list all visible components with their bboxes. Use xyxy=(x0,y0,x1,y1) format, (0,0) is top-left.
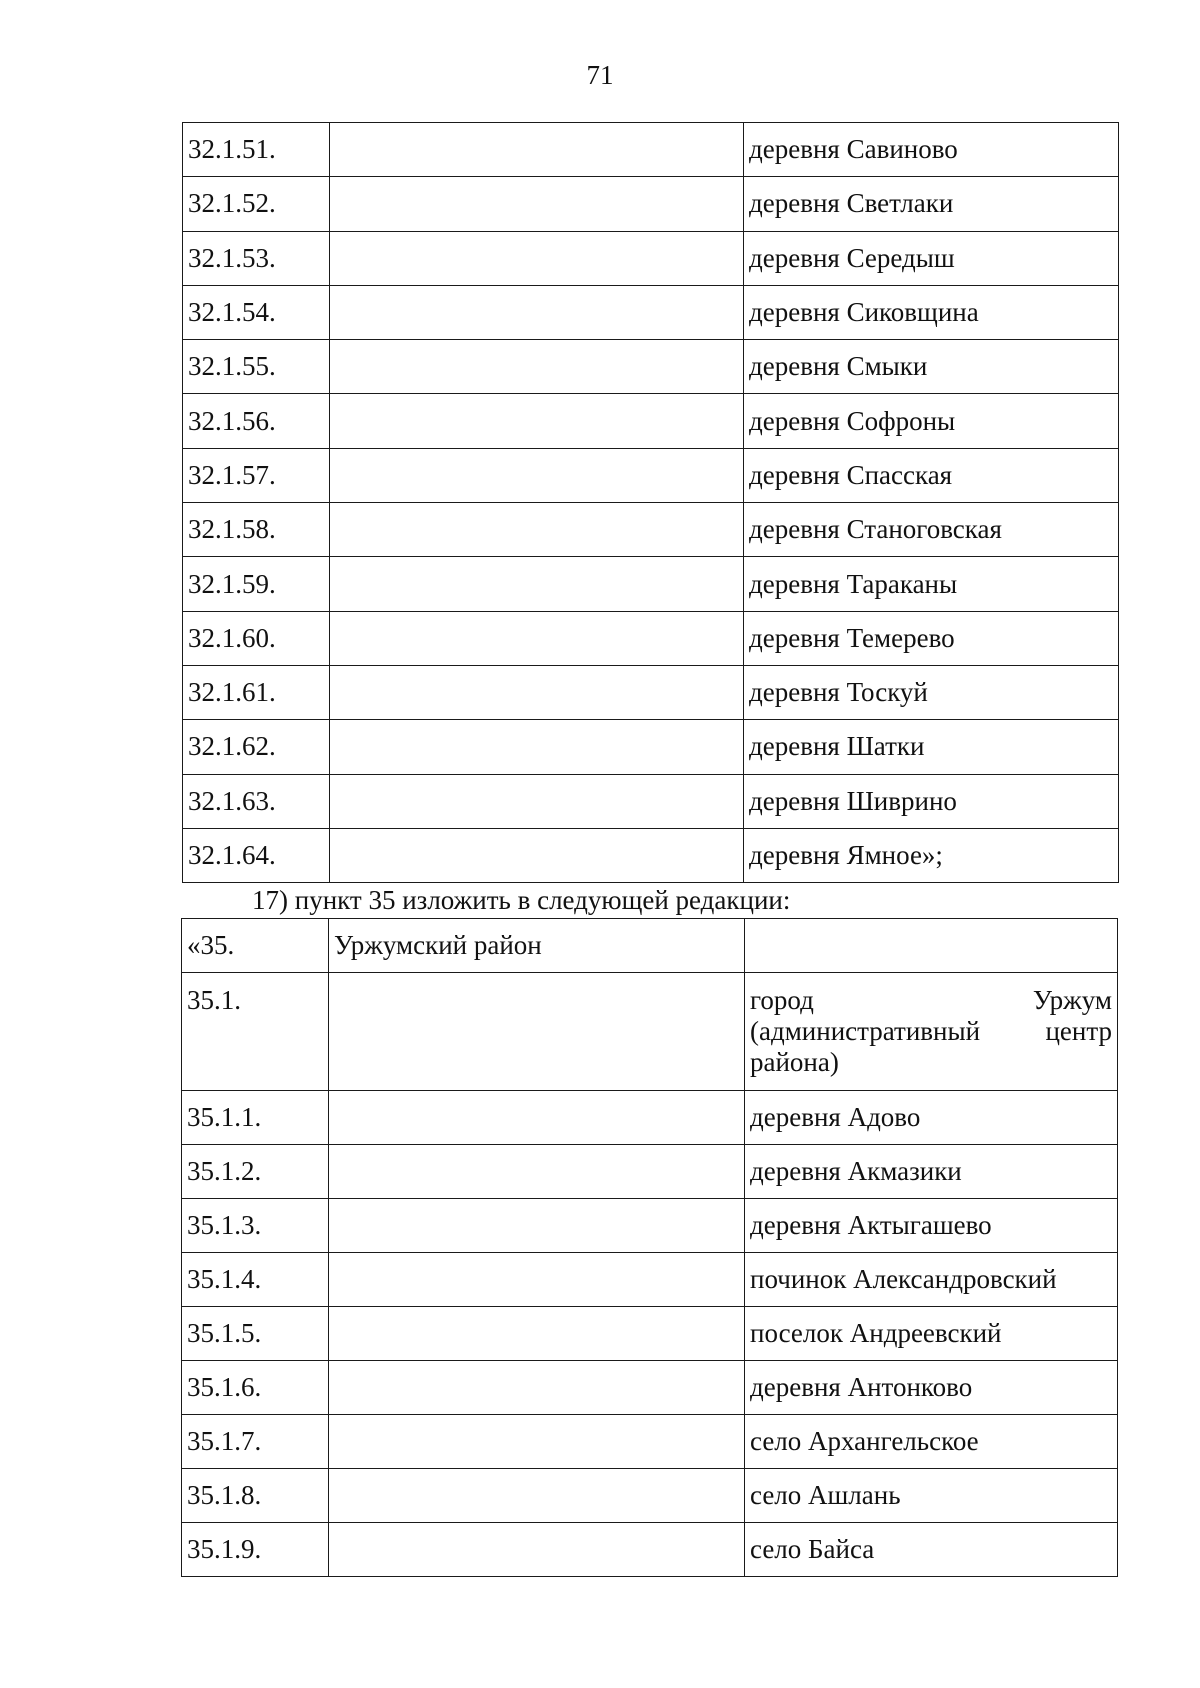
row-number: 32.1.59. xyxy=(183,557,330,611)
row-number: 35.1.2. xyxy=(182,1145,329,1199)
settlement-cell: поселок Андреевский xyxy=(745,1307,1118,1361)
center-line-3: района) xyxy=(750,1047,839,1078)
center-line-2-right: центр xyxy=(1045,1016,1112,1047)
settlement-cell: деревня Савиново xyxy=(744,123,1119,177)
settlement-cell: деревня Тоскуй xyxy=(744,665,1119,719)
settlement-cell: деревня Тараканы xyxy=(744,557,1119,611)
municipality-cell xyxy=(330,557,744,611)
settlement-cell: деревня Адово xyxy=(745,1091,1118,1145)
row-number: 32.1.52. xyxy=(183,177,330,231)
municipality-cell xyxy=(330,774,744,828)
settlement-cell: деревня Акмазики xyxy=(745,1145,1118,1199)
center-line-1 xyxy=(750,985,1112,1016)
settlement-cell: деревня Актыгашево xyxy=(745,1199,1118,1253)
district-header-row xyxy=(182,919,1118,973)
table-row xyxy=(182,1307,1118,1361)
table-row xyxy=(182,1469,1118,1523)
table-row xyxy=(182,1253,1118,1307)
center-line-2 xyxy=(750,1016,1112,1047)
municipality-cell xyxy=(329,1361,745,1415)
settlement-cell: деревня Спасская xyxy=(744,448,1119,502)
district-name: Уржумский район xyxy=(329,919,745,973)
table-row xyxy=(183,720,1119,774)
settlement-cell xyxy=(745,919,1118,973)
settlement-cell: деревня Шатки xyxy=(744,720,1119,774)
row-number: 32.1.54. xyxy=(183,285,330,339)
administrative-center-cell xyxy=(745,973,1118,1091)
municipality-cell xyxy=(329,1307,745,1361)
table-body xyxy=(183,123,1119,883)
settlement-cell: село Байса xyxy=(745,1523,1118,1577)
row-number: 32.1.56. xyxy=(183,394,330,448)
amendment-paragraph: 17) пункт 35 изложить в следующей редакции: xyxy=(252,885,791,915)
table-row xyxy=(183,285,1119,339)
row-number: 32.1.57. xyxy=(183,448,330,502)
row-number: 32.1.60. xyxy=(183,611,330,665)
center-line-2-left: (административный xyxy=(750,1016,981,1047)
row-number: 32.1.62. xyxy=(183,720,330,774)
table-row xyxy=(182,1523,1118,1577)
center-line-1-right: Уржум xyxy=(1032,985,1112,1015)
municipality-cell xyxy=(329,1253,745,1307)
row-number: 32.1.58. xyxy=(183,503,330,557)
settlement-cell: деревня Середыш xyxy=(744,231,1119,285)
municipality-cell xyxy=(329,1469,745,1523)
row-number: «35. xyxy=(182,919,329,973)
settlement-cell: деревня Шиврино xyxy=(744,774,1119,828)
settlement-cell: деревня Ямное»; xyxy=(744,828,1119,882)
municipality-cell xyxy=(329,973,745,1091)
table-row xyxy=(183,665,1119,719)
settlement-cell: деревня Антонково xyxy=(745,1361,1118,1415)
table-row xyxy=(183,503,1119,557)
table-row xyxy=(182,1415,1118,1469)
municipality-cell xyxy=(330,123,744,177)
municipality-cell xyxy=(330,285,744,339)
settlement-cell: деревня Светлаки xyxy=(744,177,1119,231)
table-row xyxy=(183,177,1119,231)
municipality-cell xyxy=(330,394,744,448)
row-number: 35.1.8. xyxy=(182,1469,329,1523)
municipality-cell xyxy=(329,1415,745,1469)
table-row xyxy=(183,448,1119,502)
row-number: 32.1.64. xyxy=(183,828,330,882)
settlements-table-32 xyxy=(182,122,1119,883)
table-row xyxy=(183,557,1119,611)
center-line-1-left: город xyxy=(750,985,814,1015)
table-row xyxy=(183,123,1119,177)
row-number: 35.1.4. xyxy=(182,1253,329,1307)
municipality-cell xyxy=(329,1145,745,1199)
row-number: 35.1.1. xyxy=(182,1091,329,1145)
row-number: 35.1.6. xyxy=(182,1361,329,1415)
row-number: 32.1.51. xyxy=(183,123,330,177)
table-row xyxy=(182,1091,1118,1145)
municipality-cell xyxy=(330,340,744,394)
row-number: 35.1.3. xyxy=(182,1199,329,1253)
table-row xyxy=(183,340,1119,394)
row-number: 35.1.5. xyxy=(182,1307,329,1361)
table-row xyxy=(182,1145,1118,1199)
municipality-cell xyxy=(330,720,744,774)
table-row xyxy=(183,774,1119,828)
row-number: 35.1.9. xyxy=(182,1523,329,1577)
table-row xyxy=(182,1361,1118,1415)
page-number: 71 xyxy=(586,60,614,90)
settlement-cell: деревня Темерево xyxy=(744,611,1119,665)
row-number: 32.1.55. xyxy=(183,340,330,394)
municipality-cell xyxy=(330,503,744,557)
municipality-cell xyxy=(330,665,744,719)
settlement-cell: деревня Сиковщина xyxy=(744,285,1119,339)
table-row xyxy=(183,828,1119,882)
row-number: 32.1.61. xyxy=(183,665,330,719)
settlement-cell: деревня Смыки xyxy=(744,340,1119,394)
table-row xyxy=(183,231,1119,285)
municipality-cell xyxy=(330,448,744,502)
table-row xyxy=(183,611,1119,665)
settlements-table-35 xyxy=(181,918,1118,1577)
settlement-cell: село Ашлань xyxy=(745,1469,1118,1523)
row-number: 35.1. xyxy=(182,973,329,1091)
administrative-center-row xyxy=(182,973,1118,1091)
municipality-cell xyxy=(329,1091,745,1145)
settlement-cell: село Архангельское xyxy=(745,1415,1118,1469)
row-number: 32.1.63. xyxy=(183,774,330,828)
row-number: 32.1.53. xyxy=(183,231,330,285)
table-body xyxy=(182,919,1118,1577)
table-row xyxy=(183,394,1119,448)
municipality-cell xyxy=(330,611,744,665)
row-number: 35.1.7. xyxy=(182,1415,329,1469)
table-row xyxy=(182,1199,1118,1253)
municipality-cell xyxy=(329,1523,745,1577)
municipality-cell xyxy=(330,177,744,231)
settlement-cell: деревня Софроны xyxy=(744,394,1119,448)
settlement-cell: починок Александровский xyxy=(745,1253,1118,1307)
municipality-cell xyxy=(329,1199,745,1253)
municipality-cell xyxy=(330,828,744,882)
municipality-cell xyxy=(330,231,744,285)
settlement-cell: деревня Станоговская xyxy=(744,503,1119,557)
